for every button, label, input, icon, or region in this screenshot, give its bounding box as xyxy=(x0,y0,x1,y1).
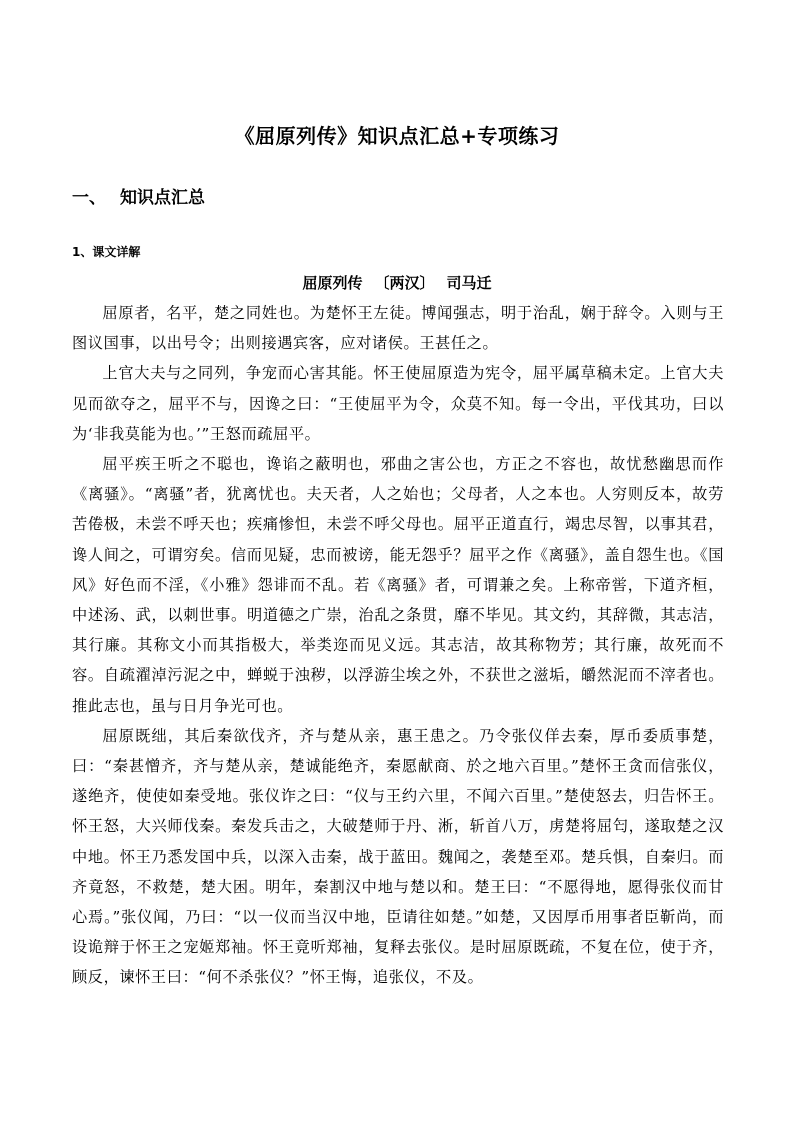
subsection-heading: 1、课文详解 xyxy=(72,245,141,259)
article-body xyxy=(72,298,724,993)
paragraph: 屈原既绌，其后秦欲伐齐，齐与楚从亲，惠王患之。乃令张仪佯去秦，厚币委质事楚，曰：“秦甚憎齐，齐与楚从亲，楚诚能绝齐，秦愿献商、於之地六百里。”楚怀王贪而信张仪，遂绝齐，使使如秦受地。张仪诈之曰：“仪与王约六里，不闻六百里。”楚使怒去，归告怀王。怀王怒，大兴师伐秦。秦发兵击之，大破楚师于丹、淅，斩首八万，虏楚将屈匄，遂取楚之汉中地。怀王乃悉发国中兵，以深入击秦，战于蓝田。魏闻之，袭楚至邓。楚兵惧，自秦归。而齐竟怒，不救楚，楚大困。明年，秦割汉中地与楚以和。楚王曰：“不愿得地，愿得张仪而甘心焉。”张仪闻，乃曰：“以一仪而当汉中地，臣请往如楚。”如楚，又因厚币用事者臣靳尚，而设诡辩于怀王之宠姬郑袖。怀王竟听郑袖，复释去张仪。是时屈原既疏，不复在位，使于齐，顾反，谏怀王曰：“何不杀张仪？”怀王悔，追张仪，不及。 xyxy=(72,726,724,987)
article-title: 屈原列传 xyxy=(302,274,363,292)
section-number: 一、 xyxy=(72,188,106,208)
section-title: 知识点汇总 xyxy=(120,188,205,208)
document-title: 《屈原列传》知识点汇总+专项练习 xyxy=(234,124,560,148)
paragraph: 屈原者，名平，楚之同姓也。为楚怀王左徒。博闻强志，明于治乱，娴于辞令。入则与王图议国事，以出号令；出则接遇宾客，应对诸侯。王甚任之。 xyxy=(72,304,724,353)
article-dynasty: 〔两汉〕 xyxy=(374,274,435,292)
paragraph: 屈平疾王听之不聪也，谗谄之蔽明也，邪曲之害公也，方正之不容也，故忧愁幽思而作《离骚》。“离骚”者，犹离忧也。夫天者，人之始也；父母者，人之本也。人穷则反本，故劳苦倦极，未尝不呼天也；疾痛惨怛，未尝不呼父母也。屈平正道直行，竭忠尽智，以事其君，谗人间之，可谓穷矣。信而见疑，忠而被谤，能无怨乎？屈平之作《离骚》，盖自怨生也。《国风》好色而不淫，《小雅》怨诽而不乱。若《离骚》者，可谓兼之矣。上称帝喾，下道齐桓，中述汤、武，以刺世事。明道德之广崇，治乱之条贯，靡不毕见。其文约，其辞微，其志洁，其行廉。其称文小而其指极大，举类迩而见义远。其志洁，故其称物芳；其行廉，故死而不容。自疏濯淖污泥之中，蝉蜕于浊秽，以浮游尘埃之外，不获世之滋垢，皭然泥而不滓者也。推此志也，虽与日月争光可也。 xyxy=(72,455,724,715)
article-heading xyxy=(0,272,794,293)
article-author: 司马迁 xyxy=(446,274,492,292)
paragraph: 上官大夫与之同列，争宠而心害其能。怀王使屈原造为宪令，屈平属草稿未定。上官大夫见而欲夺之，屈平不与，因谗之曰：“王使屈平为令，众莫不知。每一令出，平伐其功，曰以为‘非我莫能为也。’”王怒而疏屈平。 xyxy=(72,364,724,443)
section-heading xyxy=(72,183,205,208)
